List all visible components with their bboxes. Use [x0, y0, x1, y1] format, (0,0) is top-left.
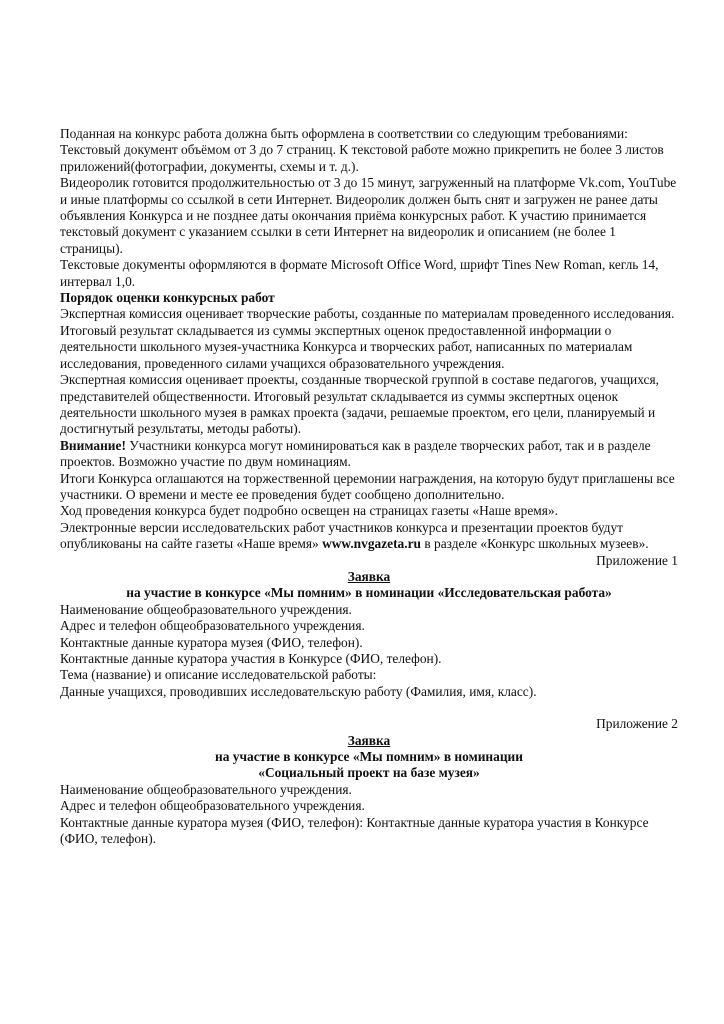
- appendix-2-subtitle-line-1: на участие в конкурсе «Мы помним» в номинации: [215, 749, 523, 765]
- appendix-1-item: Тема (название) и описание исследовательской работы:: [60, 667, 377, 683]
- appendix-1-item: Контактные данные куратора участия в Конкурсе (ФИО, телефон).: [60, 651, 442, 666]
- appendix-1-label: Приложение 1: [596, 552, 678, 568]
- appendix-2-item: Контактные данные куратора музея (ФИО, телефон): Контактные данные куратора участия в Конкурсе (ФИО, телефон).: [60, 814, 649, 847]
- evaluation-heading: Порядок оценки конкурсных работ: [60, 290, 275, 306]
- youtube-text: YouTube: [627, 175, 677, 191]
- appendix-1-subtitle: на участие в конкурсе «Мы помним» в номинации «Исследовательская работа»: [126, 585, 612, 601]
- evaluation-paragraph-1: Экспертная комиссия оценивает творческие работы, созданные по материалам проведенного исследования.: [60, 306, 675, 322]
- attention-label: Внимание!: [60, 437, 126, 453]
- requirements-intro: Поданная на конкурс работа должна быть оформлена в соответствии со следующим требованиями:: [60, 126, 628, 141]
- evaluation-paragraph-6: Электронные версии исследовательских работ участников конкурса и презентации проектов будут опубликованы на сайте газеты «Наше время» www.nvgazeta.ru в разделе «Конкурс школьных музеев».: [60, 519, 649, 552]
- appendix-2-label: Приложение 2: [596, 716, 678, 732]
- evaluation-paragraph-4: Итоги Конкурса оглашаются на торжественной церемонии награждения, на которую будут приглашены все участники. О времени и месте ее проведения будет сообщено дополнительно.: [60, 470, 675, 502]
- appendix-1-title: Заявка: [347, 568, 391, 584]
- appendix-1-item: Наименование общеобразовательного учреждения.: [60, 601, 352, 617]
- appendix-1-item: Данные учащихся, проводивших исследовательскую работу (Фамилия, имя, класс).: [60, 683, 537, 699]
- appendix-2-item: Адрес и телефон общеобразовательного учреждения.: [60, 798, 365, 814]
- appendix-2-item: Наименование общеобразовательного учреждения.: [60, 781, 352, 797]
- requirements-text-document: Текстовый документ объёмом от 3 до 7 страниц. К текстовой работе можно прикрепить не более 3 листов приложений(фотографии, документы, схемы и т. д.).: [60, 142, 664, 174]
- requirements-format: Текстовые документы оформляются в формате Microsoft Office Word, шрифт Tines New Roman, кегль 14, интервал 1,0.: [60, 257, 659, 289]
- evaluation-paragraph-2: Итоговый результат складывается из суммы экспертных оценок предоставленной информации о деятельности школьного музея-участника Конкурса и творческих работ, написанных по материалам исследования, проведенного силами учащихся образовательного учреждения.: [60, 322, 633, 371]
- evaluation-paragraph-5: Ход проведения конкурса будет подробно освещен на страницах газеты «Наше время».: [60, 503, 558, 519]
- attention-paragraph: Внимание! Участники конкурса могут номинироваться как в разделе творческих работ, так и в разделе проектов. Возможно участие по двум номинациям.: [60, 437, 651, 470]
- site-link[interactable]: www.nvgazeta.ru: [322, 536, 421, 552]
- appendix-2-subtitle-line-2: «Социальный проект на базе музея»: [258, 765, 480, 781]
- appendix-2-title: Заявка: [347, 732, 391, 748]
- appendix-1-item: Адрес и телефон общеобразовательного учреждения.: [60, 618, 365, 634]
- requirements-video: Видеоролик готовится продолжительностью от 3 до 15 минут, загруженный на платформе Vk.com, YouTube и иные платформы со ссылкой в сети Интернет. Видеоролик должен быть снят и загружен не ранее даты объявления Конкурса и не позднее даты окончания приёма конкурсных работ. К участию принимается текстовый документ с указанием ссылки в сети Интернет на видеоролик и описанием (не более 1 страницы).: [60, 175, 677, 256]
- appendix-1-item: Контактные данные куратора музея (ФИО, телефон).: [60, 634, 363, 650]
- evaluation-paragraph-3: Экспертная комиссия оценивает проекты, созданные творческой группой в составе педагогов, учащихся, представителей общественности. Итоговый результат складывается из суммы экспертных оценок деятельности школьного музея в рамках проекта (задачи, решаемые проектом, его цели, планируемый и достигнутый результаты, методы работы).: [60, 372, 659, 437]
- section-spacer: [60, 700, 678, 716]
